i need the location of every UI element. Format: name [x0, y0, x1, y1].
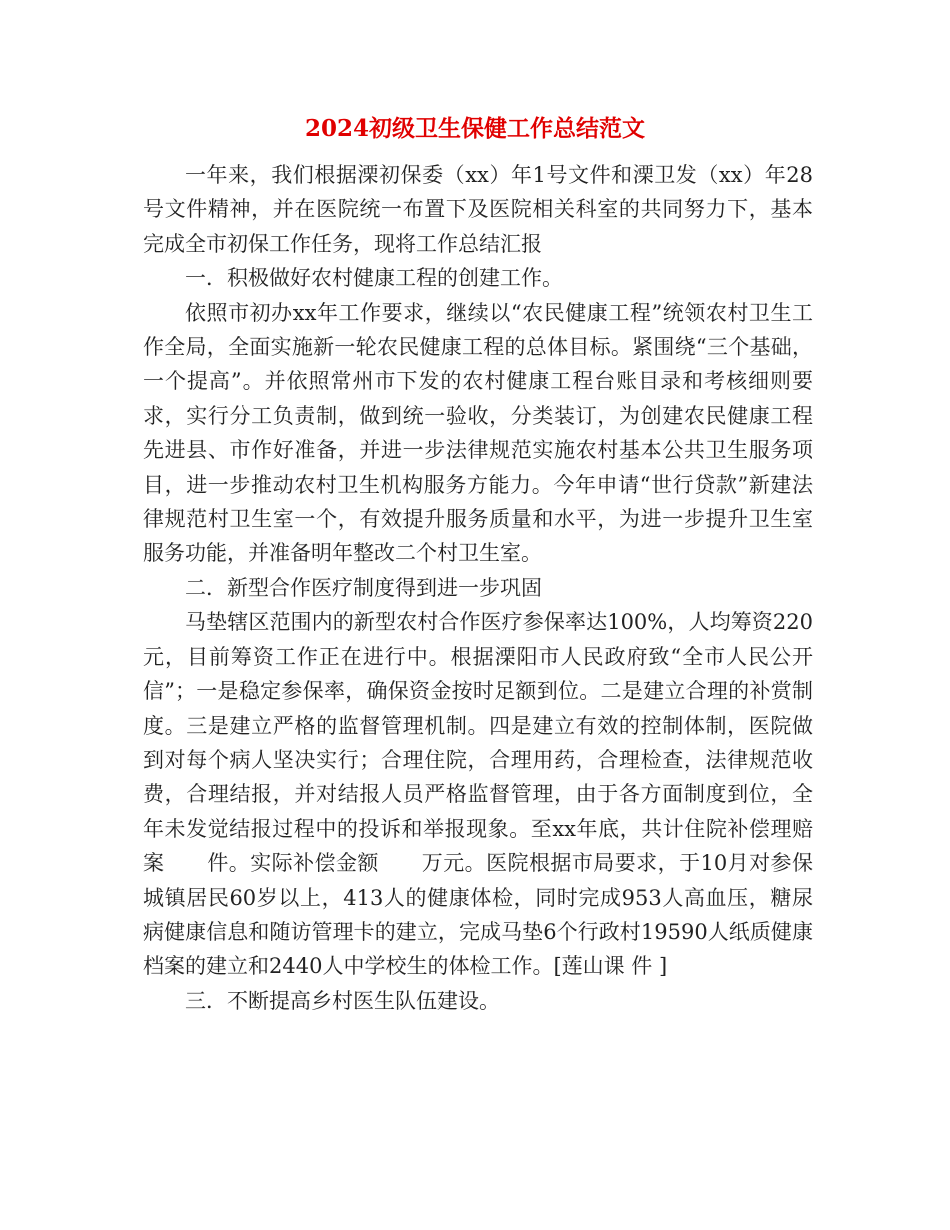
paragraph-intro: 一年来，我们根据溧初保委（xx）年1号文件和溧卫发（xx）年28号文件精神，并在医院统一布置下及医院相关科室的共同努力下，基本完成全市初保工作任务，现将工作总结汇报 [143, 163, 813, 256]
heading-section-1: 一．积极做好农村健康工程的创建工作。 [185, 266, 563, 291]
heading-section-3: 三．不断提高乡村医生队伍建设。 [185, 988, 500, 1013]
document-title: 2024初级卫生保健工作总结范文 [304, 115, 645, 142]
heading-section-2: 二．新型合作医疗制度得到进一步巩固 [185, 575, 542, 600]
paragraph-section-1: 依照市初办xx年工作要求，继续以“农民健康工程”统领农村卫生工作全局，全面实施新一轮农民健康工程的总体目标。紧围绕“三个基础，一个提高”。并依照常州市下发的农村健康工程台账目录和考核细则要求，实行分工负责制，做到统一验收，分类装订，为创建农民健康工程先进县、市作好准备，并进一步法律规范实施农村基本公共卫生服务项目，进一步推动农村卫生机构服务方能力。今年申请“世行贷款”新建法律规范村卫生室一个，有效提升服务质量和水平，为进一步提升卫生室服务功能，并准备明年整改二个村卫生室。 [143, 300, 813, 566]
paragraph-section-2: 马垫辖区范围内的新型农村合作医疗参保率达100%，人均筹资220元，目前筹资工作正在进行中。根据溧阳市人民政府致“全市人民公开信”；一是稳定参保率，确保资金按时足额到位。二是建立合理的补赏制度。三是建立严格的监督管理机制。四是建立有效的控制体制，医院做到对每个病人坚决实行；合理住院，合理用药，合理检查，法律规范收费，合理结报，并对结报人员严格监督管理，由于各方面制度到位，全年未发觉结报过程中的投诉和举报现象。至xx年底，共计住院补偿理赔案 件。实际补偿金额 万元。医院根据市局要求，于10月对参保城镇居民60岁以上，413人的健康体检，同时完成953人高血压，糖尿病健康信息和随访管理卡的建立，完成马垫6个行政村19590人纸质健康档案的建立和2440人中学校生的体检工作。[莲山课 件 ] [143, 610, 813, 979]
document-body [143, 158, 813, 1018]
